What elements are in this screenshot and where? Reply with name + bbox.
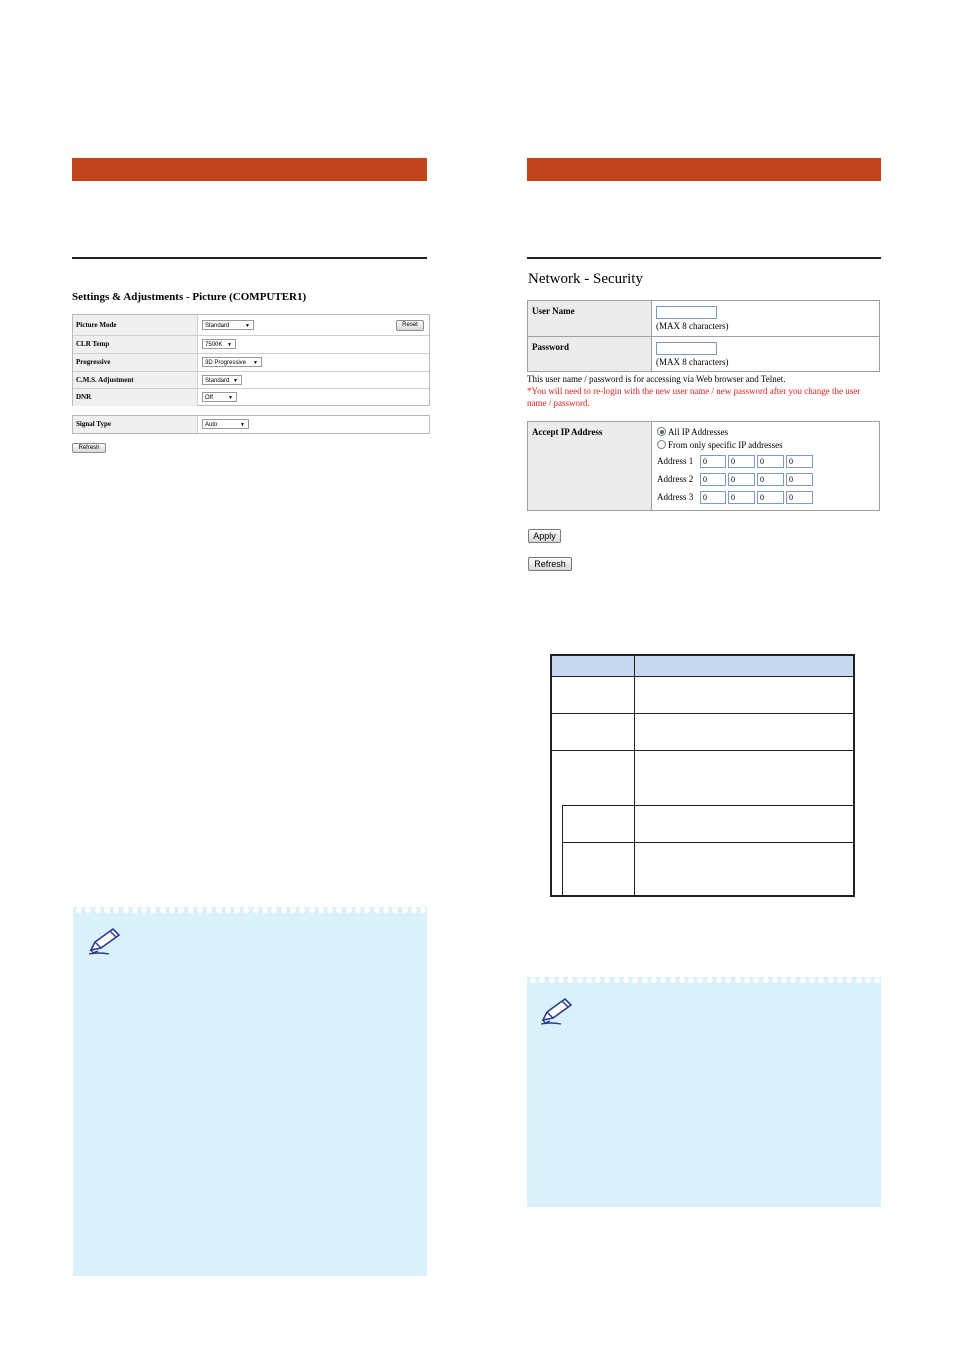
note-box-right: [527, 977, 881, 1207]
option-specific-ip-label: From only specific IP addresses: [668, 440, 783, 450]
note-dot: [725, 977, 731, 983]
password-input[interactable]: [656, 342, 717, 355]
note-dot: [364, 907, 370, 913]
dnr-select[interactable]: [202, 392, 237, 402]
address-1-label: Address 1: [657, 456, 694, 466]
address-3-label: Address 3: [657, 492, 694, 502]
note-dot: [392, 907, 398, 913]
note-dot: [809, 977, 815, 983]
note-dot: [586, 977, 592, 983]
address-1-octet-3[interactable]: 0: [757, 455, 784, 468]
section-bar-left: [72, 158, 427, 181]
signal-type-table: [72, 415, 430, 434]
table-row-divider: [552, 750, 853, 751]
note-dot: [336, 907, 342, 913]
note-dot: [577, 977, 583, 983]
note-dot: [716, 977, 722, 983]
note-dot: [818, 977, 824, 983]
note-dot: [355, 907, 361, 913]
note-dot: [874, 977, 880, 983]
progressive-value: 3D Progressive: [205, 360, 247, 366]
note-dot: [781, 977, 787, 983]
note-dot: [206, 907, 212, 913]
address-1-octet-2[interactable]: 0: [728, 455, 755, 468]
note-dot: [595, 977, 601, 983]
picture-row-dnr: [73, 388, 429, 406]
picture-mode-value: Standard: [205, 323, 230, 329]
clr-temp-value: 7500K: [205, 342, 223, 348]
clr-temp-select[interactable]: [202, 339, 236, 349]
note-dot: [865, 977, 871, 983]
note-dot: [558, 977, 564, 983]
note-dot: [604, 977, 610, 983]
note-box-left: [73, 907, 427, 1276]
accept-ip-box: [527, 421, 880, 511]
user-name-label: User Name: [528, 301, 652, 337]
note-dot: [76, 907, 82, 913]
chevron-down-icon: ▼: [228, 395, 233, 401]
note-dot: [160, 907, 166, 913]
accept-ip-label: Accept IP Address: [528, 422, 652, 510]
signal-type-label: Signal Type: [73, 416, 198, 433]
option-specific-ip[interactable]: [657, 440, 783, 450]
security-page-title: Network - Security: [528, 271, 643, 287]
section-bar-right: [527, 158, 881, 181]
password-hint: (MAX 8 characters): [656, 357, 729, 367]
note-dot: [856, 977, 862, 983]
note-dot: [660, 977, 666, 983]
note-dot: [688, 977, 694, 983]
note-dot: [697, 977, 703, 983]
table-header-row: [552, 656, 853, 677]
credentials-info-text: This user name / password is for accessing via Web browser and Telnet.: [527, 374, 786, 384]
note-dot: [837, 977, 843, 983]
settings-reference-table: [550, 654, 855, 897]
address-3-octet-4[interactable]: 0: [786, 491, 813, 504]
note-dot: [763, 977, 769, 983]
note-dot: [735, 977, 741, 983]
picture-refresh-button[interactable]: Refresh: [72, 443, 106, 453]
note-dots-border: [527, 977, 881, 985]
note-dot: [225, 907, 231, 913]
note-dot: [104, 907, 110, 913]
note-dot: [253, 907, 259, 913]
picture-row-cms: [73, 371, 429, 389]
note-dot: [383, 907, 389, 913]
pencil-note-icon: [87, 926, 123, 956]
address-3-octet-3[interactable]: 0: [757, 491, 784, 504]
picture-settings-title: Settings & Adjustments - Picture (COMPUTER1): [72, 291, 307, 303]
note-dot: [188, 907, 194, 913]
note-dot: [632, 977, 638, 983]
note-dot: [707, 977, 713, 983]
apply-button[interactable]: Apply: [528, 529, 561, 543]
note-dot: [216, 907, 222, 913]
note-dot: [651, 977, 657, 983]
note-dot: [290, 907, 296, 913]
note-dot: [846, 977, 852, 983]
address-3-octet-2[interactable]: 0: [728, 491, 755, 504]
note-dot: [132, 907, 138, 913]
note-dot: [95, 907, 101, 913]
note-dot: [197, 907, 203, 913]
note-dots-border: [73, 907, 427, 915]
note-dot: [744, 977, 750, 983]
note-dot: [828, 977, 834, 983]
note-dot: [411, 907, 417, 913]
note-dot: [243, 907, 249, 913]
address-2-label: Address 2: [657, 474, 694, 484]
note-dot: [262, 907, 268, 913]
note-dot: [271, 907, 277, 913]
note-dot: [679, 977, 685, 983]
signal-type-select[interactable]: [202, 419, 249, 429]
user-name-input[interactable]: [656, 306, 717, 319]
address-2-octet-1[interactable]: 0: [700, 473, 726, 486]
signal-type-row: [73, 416, 429, 433]
note-dot: [150, 907, 156, 913]
note-dot: [85, 907, 91, 913]
radio-specific-ip[interactable]: [657, 440, 666, 449]
note-dot: [530, 977, 536, 983]
note-dot: [753, 977, 759, 983]
pencil-note-icon: [539, 996, 575, 1026]
note-dot: [327, 907, 333, 913]
note-dot: [309, 907, 315, 913]
chevron-down-icon: ▼: [240, 422, 245, 428]
note-dot: [113, 907, 119, 913]
note-dot: [178, 907, 184, 913]
signal-type-value: Auto: [205, 422, 218, 428]
section-rule-left: [72, 257, 427, 259]
note-dot: [169, 907, 175, 913]
note-dot: [318, 907, 324, 913]
note-dot: [402, 907, 408, 913]
table-sub-divider: [562, 805, 563, 895]
note-dot: [539, 977, 545, 983]
note-dot: [800, 977, 806, 983]
note-dot: [623, 977, 629, 983]
note-dot: [549, 977, 555, 983]
chevron-down-icon: ▼: [245, 323, 250, 329]
picture-row-progressive: [73, 353, 429, 371]
picture-settings-table: [72, 314, 430, 406]
note-dot: [234, 907, 240, 913]
address-2-octet-4[interactable]: 0: [786, 473, 813, 486]
dnr-label: DNR: [73, 389, 198, 406]
note-dot: [567, 977, 573, 983]
progressive-select[interactable]: [202, 357, 262, 367]
dnr-value: Off: [205, 395, 213, 401]
note-dot: [670, 977, 676, 983]
cms-adjustment-select[interactable]: [202, 375, 242, 385]
option-all-ip[interactable]: [657, 427, 728, 437]
note-dot: [772, 977, 778, 983]
security-refresh-button[interactable]: Refresh: [528, 557, 572, 571]
section-rule-right: [527, 257, 881, 259]
address-2-octet-3[interactable]: 0: [757, 473, 784, 486]
option-all-ip-label: All IP Addresses: [668, 427, 729, 437]
table-row-divider: [562, 842, 853, 843]
reset-button[interactable]: Reset: [396, 320, 424, 331]
note-dot: [299, 907, 305, 913]
note-dot: [790, 977, 796, 983]
picture-mode-select[interactable]: [202, 320, 254, 330]
address-3-octet-1[interactable]: 0: [700, 491, 726, 504]
note-dot: [642, 977, 648, 983]
note-dot: [141, 907, 147, 913]
picture-row-picture-mode: [73, 315, 429, 335]
note-dot: [374, 907, 380, 913]
picture-mode-label: Picture Mode: [73, 315, 198, 335]
note-dot: [281, 907, 287, 913]
table-row-divider: [562, 805, 853, 806]
chevron-down-icon: ▼: [227, 342, 232, 348]
user-name-hint: (MAX 8 characters): [656, 321, 729, 331]
picture-row-clr-temp: [73, 335, 429, 353]
relogin-warning-text: *You will need to re-login with the new user name / new password after you change the user name / password.: [527, 386, 861, 408]
cms-adjustment-value: Standard: [205, 378, 230, 384]
note-dot: [420, 907, 426, 913]
password-label: Password: [528, 337, 652, 371]
clr-temp-label: CLR Temp: [73, 336, 198, 353]
table-column-divider: [634, 656, 635, 895]
radio-all-ip[interactable]: [657, 427, 666, 436]
address-1-octet-4[interactable]: 0: [786, 455, 813, 468]
progressive-label: Progressive: [73, 354, 198, 371]
address-2-octet-2[interactable]: 0: [728, 473, 755, 486]
table-row-divider: [552, 713, 853, 714]
cms-adjustment-label: C.M.S. Adjustment: [73, 372, 198, 389]
note-dot: [123, 907, 129, 913]
address-1-octet-1[interactable]: 0: [700, 455, 726, 468]
note-dot: [346, 907, 352, 913]
credentials-box: [527, 300, 880, 372]
chevron-down-icon: ▼: [233, 378, 238, 384]
chevron-down-icon: ▼: [253, 360, 258, 366]
note-dot: [614, 977, 620, 983]
